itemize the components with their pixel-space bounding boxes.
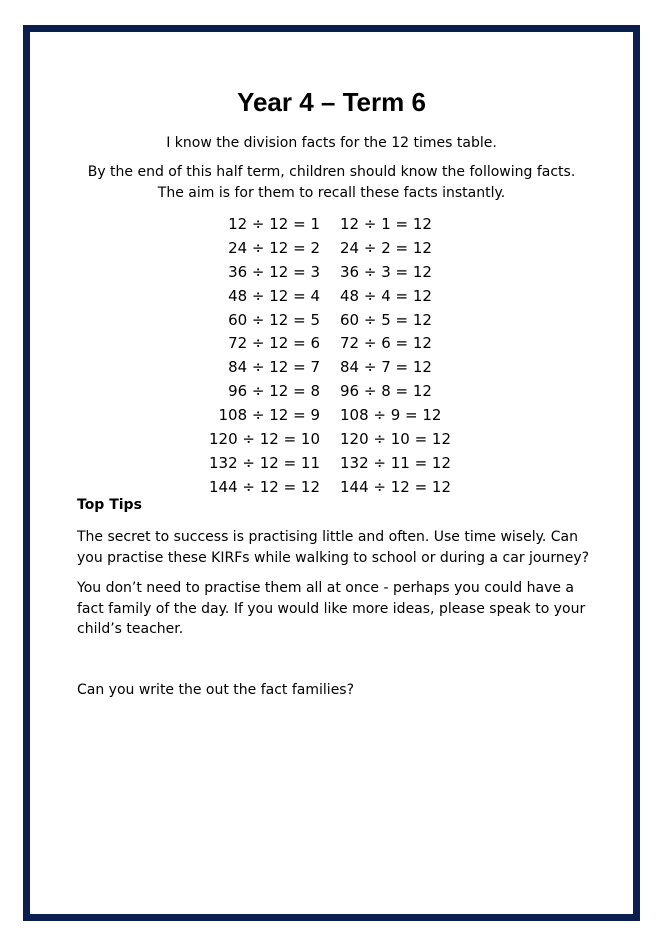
fact-division-by-twelve: 96 ÷ 12 = 8 bbox=[228, 382, 320, 401]
intro-statement: I know the division facts for the 12 times table. bbox=[166, 135, 497, 151]
fact-division-result-twelve: 72 ÷ 6 = 12 bbox=[340, 334, 432, 353]
fact-row bbox=[30, 213, 633, 237]
fact-row bbox=[30, 428, 633, 452]
fact-division-by-twelve: 24 ÷ 12 = 2 bbox=[228, 238, 320, 257]
fact-row bbox=[30, 356, 633, 380]
fact-division-result-twelve: 144 ÷ 12 = 12 bbox=[340, 477, 452, 496]
fact-division-by-twelve: 120 ÷ 12 = 10 bbox=[208, 430, 320, 449]
fact-division-result-twelve: 96 ÷ 8 = 12 bbox=[340, 382, 432, 401]
fact-division-result-twelve: 24 ÷ 2 = 12 bbox=[340, 238, 432, 257]
fact-division-by-twelve: 12 ÷ 12 = 1 bbox=[228, 215, 320, 233]
intro-line-2: By the end of this half term, children should know the following facts. bbox=[87, 164, 576, 180]
tip-paragraph-1: The secret to success is practising little and often. Use time wisely. Can you practise these KIRFs while walking to school or during a car journey? bbox=[77, 529, 590, 566]
fact-row bbox=[30, 380, 633, 404]
fact-division-by-twelve: 144 ÷ 12 = 12 bbox=[208, 477, 320, 496]
fact-division-by-twelve: 72 ÷ 12 = 6 bbox=[228, 334, 320, 353]
fact-division-result-twelve: 84 ÷ 7 = 12 bbox=[340, 358, 432, 377]
tip-paragraph-2: You don’t need to practise them all at once - perhaps you could have a fact family of the day. If you would like more ideas, please speak to your child’s teacher. bbox=[77, 580, 586, 637]
page-title: Year 4 – Term 6 bbox=[237, 87, 426, 117]
fact-division-by-twelve: 36 ÷ 12 = 3 bbox=[228, 262, 320, 281]
page-border bbox=[23, 25, 640, 921]
fact-division-by-twelve: 60 ÷ 12 = 5 bbox=[228, 310, 320, 329]
fact-division-result-twelve: 108 ÷ 9 = 12 bbox=[340, 406, 442, 425]
fact-row bbox=[30, 237, 633, 261]
top-tips-heading: Top Tips bbox=[77, 497, 142, 513]
division-facts-list bbox=[30, 213, 633, 500]
fact-division-result-twelve: 12 ÷ 1 = 12 bbox=[340, 215, 432, 233]
fact-row bbox=[30, 261, 633, 285]
fact-division-by-twelve: 48 ÷ 12 = 4 bbox=[228, 286, 320, 305]
fact-division-by-twelve: 132 ÷ 12 = 11 bbox=[208, 453, 320, 472]
fact-families-question: Can you write the out the fact families? bbox=[77, 682, 355, 698]
fact-division-result-twelve: 60 ÷ 5 = 12 bbox=[340, 310, 432, 329]
fact-division-result-twelve: 48 ÷ 4 = 12 bbox=[340, 286, 432, 305]
fact-division-result-twelve: 36 ÷ 3 = 12 bbox=[340, 262, 432, 281]
fact-division-result-twelve: 132 ÷ 11 = 12 bbox=[340, 453, 452, 472]
intro-instructions bbox=[30, 162, 633, 204]
fact-division-by-twelve: 84 ÷ 12 = 7 bbox=[228, 358, 320, 377]
fact-row bbox=[30, 285, 633, 309]
fact-division-result-twelve: 120 ÷ 10 = 12 bbox=[340, 430, 452, 449]
fact-row bbox=[30, 452, 633, 476]
fact-row bbox=[30, 404, 633, 428]
intro-line-3: The aim is for them to recall these facts instantly. bbox=[157, 185, 506, 201]
fact-row bbox=[30, 309, 633, 333]
fact-division-by-twelve: 108 ÷ 12 = 9 bbox=[218, 406, 320, 425]
fact-row bbox=[30, 332, 633, 356]
